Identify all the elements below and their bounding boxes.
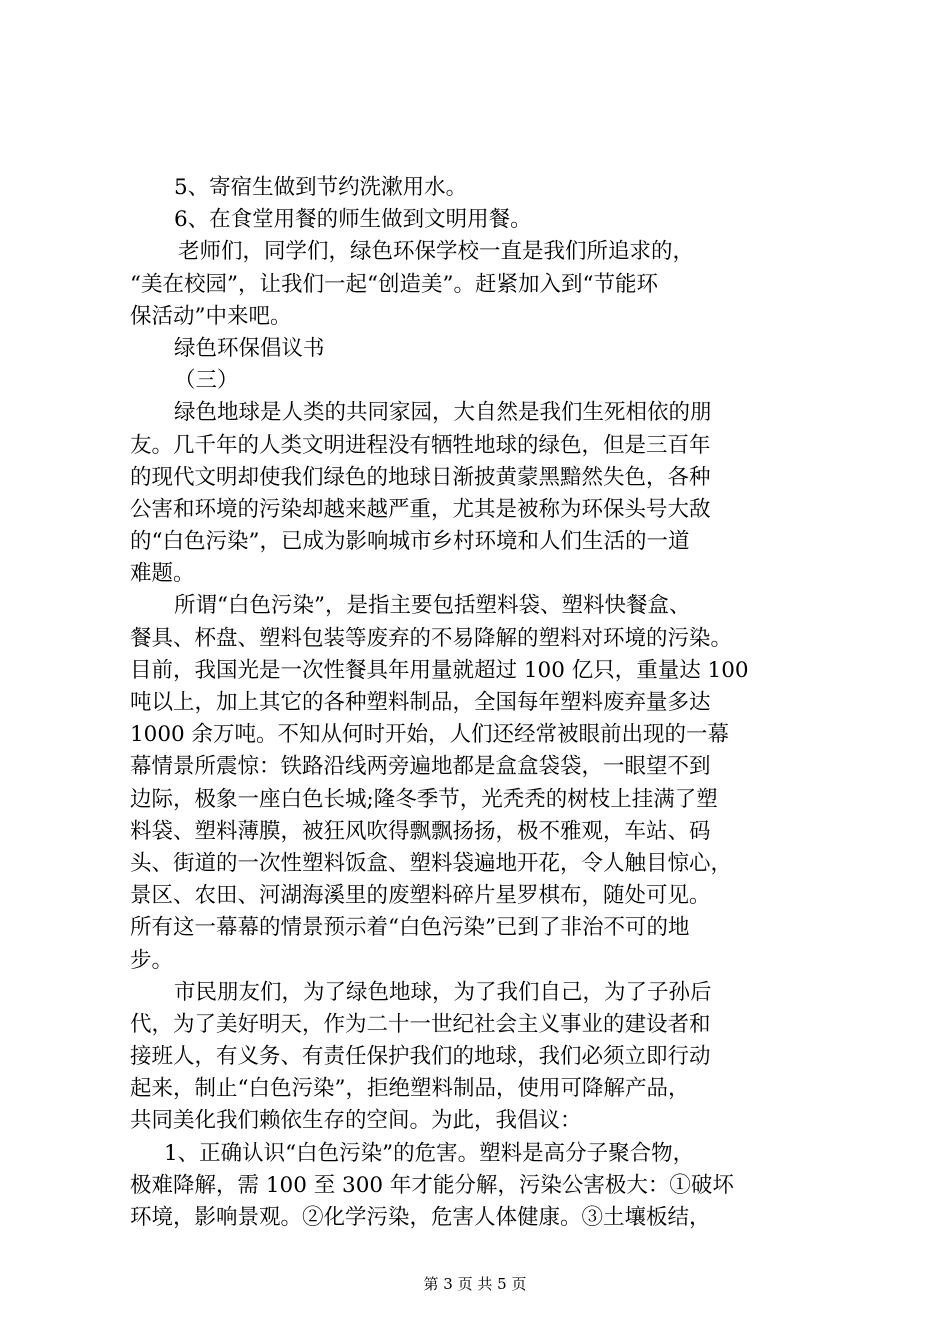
text-line: 1、正确认识“白色污染”的危害。塑料是高分子聚合物，: [164, 1140, 695, 1166]
text-line: 步。: [130, 947, 174, 973]
text-line: 目前，我国光是一次性餐具年用量就超过 100 亿只，重量达 100: [130, 657, 749, 683]
text-line: 绿色地球是人类的共同家园，大自然是我们生死相依的朋: [174, 400, 712, 426]
text-line: 环境，影响景观。②化学污染，危害人体健康。③土壤板结，: [130, 1205, 711, 1230]
text-line: 边际，极象一座白色长城;隆冬季节，光秃秃的树枝上挂满了塑: [130, 786, 718, 812]
text-line: 代，为了美好明天，作为二十一世纪社会主义事业的建设者和: [130, 1011, 711, 1037]
text-line: 起来，制止“白色污染”，拒绝塑料制品，使用可降解产品，: [130, 1076, 690, 1102]
text-line: 接班人，有义务、有责任保护我们的地球，我们必须立即行动: [130, 1044, 711, 1070]
text-line: 市民朋友们，为了绿色地球，为了我们自己，为了子孙后: [174, 979, 712, 1005]
text-line: 1000 余万吨。不知从何时开始，人们还经常被眼前出现的一幕: [130, 722, 730, 748]
text-line: 餐具、杯盘、塑料包装等废弃的不易降解的塑料对环境的污染。: [130, 625, 733, 651]
text-line: 所有这一幕幕的情景预示着“白色污染”已到了非治不可的地: [130, 915, 690, 941]
text-line: 极难降解，需 100 至 300 年才能分解，污染公害极大：①破坏: [130, 1172, 734, 1198]
text-line: 幕情景所震惊：铁路沿线两旁遍地都是盒盒袋袋，一眼望不到: [130, 754, 711, 780]
text-line: 公害和环境的污染却越来越严重，尤其是被称为环保头号大敌: [130, 496, 711, 522]
text-line: 吨以上，加上其它的各种塑料制品，全国每年塑料废弃量多达: [130, 690, 711, 715]
text-line: （三）: [174, 368, 239, 394]
text-line: 绿色环保倡议书: [174, 335, 325, 361]
text-line: 保活动”中来吧。: [130, 303, 292, 329]
text-line: 景区、农田、河湖海溪里的废塑料碎片星罗棋布，随处可见。: [130, 883, 711, 909]
text-line: 共同美化我们赖依生存的空间。为此，我倡议：: [130, 1108, 582, 1134]
text-line: 老师们，同学们，绿色环保学校一直是我们所追求的，: [178, 239, 695, 265]
text-line: 料袋、塑料薄膜，被狂风吹得飘飘扬扬，极不雅观，车站、码: [130, 818, 711, 844]
text-line: 所谓“白色污染”，是指主要包括塑料袋、塑料快餐盒、: [174, 593, 691, 619]
page-footer: 第 3 页 共 5 页: [423, 1275, 527, 1293]
text-line: 友。几千年的人类文明进程没有牺牲地球的绿色，但是三百年: [130, 432, 711, 458]
document-body: [130, 172, 830, 1234]
text-line: 6、在食堂用餐的师生做到文明用餐。: [174, 207, 532, 233]
text-line: 的现代文明却使我们绿色的地球日渐披黄蒙黑黯然失色，各种: [130, 464, 711, 490]
text-line: 5、寄宿生做到节约洗漱用水。: [174, 175, 468, 200]
text-line: 头、街道的一次性塑料饭盒、塑料袋遍地开花，令人触目惊心，: [130, 850, 733, 876]
text-line: “美在校园”，让我们一起“创造美”。赶紧加入到“节能环: [130, 271, 658, 297]
text-line: 难题。: [130, 561, 195, 587]
text-line: 的“白色污染”，已成为影响城市乡村环境和人们生活的一道: [130, 529, 690, 555]
